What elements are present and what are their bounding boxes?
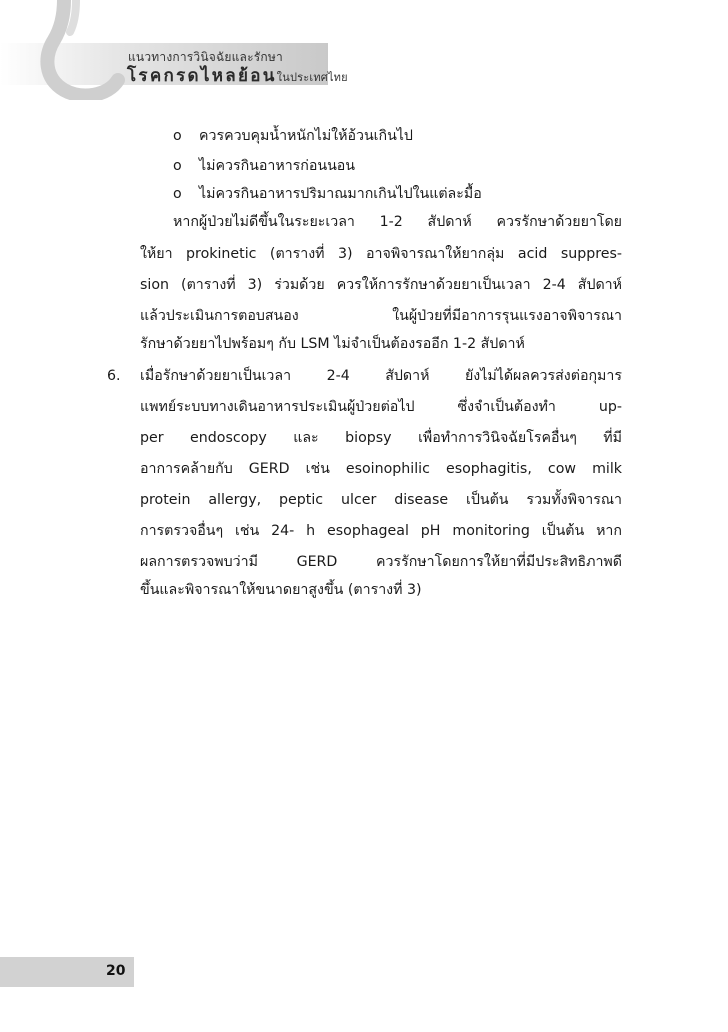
header-title-suffix: ในประเทศไทย <box>276 71 348 84</box>
paragraph-line: sion (ตารางที่ 3) ร่วมด้วย ควรให้การรักษาด้วยยาเป็นเวลา 2-4 สัปดาห์ <box>140 277 622 293</box>
paragraph-line: รักษาด้วยยาไปพร้อมๆ กับ LSM ไม่จำเป็นต้องรออีก 1-2 สัปดาห์ <box>140 336 525 352</box>
item-line: ผลการตรวจพบว่ามี GERD ควรรักษาโดยการให้ยาที่มีประสิทธิภาพดี <box>140 554 622 570</box>
stomach-icon <box>34 0 130 100</box>
paragraph-line: แล้วประเมินการตอบสนอง ในผู้ป่วยที่มีอาการรุนแรงอาจพิจารณา <box>140 308 622 324</box>
item-number: 6. <box>107 368 121 384</box>
bullet-text: ไม่ควรกินอาหารก่อนนอน <box>199 158 356 174</box>
bullet-text: ไม่ควรกินอาหารปริมาณมากเกินไปในแต่ละมื้อ <box>199 186 482 202</box>
header-title <box>127 62 348 89</box>
item-line: เมื่อรักษาด้วยยาเป็นเวลา 2-4 สัปดาห์ ยังไม่ได้ผลควรส่งต่อกุมาร <box>140 368 622 384</box>
header-title-main: โรคกรดไหลย้อน <box>127 66 277 86</box>
paragraph-line: ให้ยา prokinetic (ตารางที่ 3) อาจพิจารณาให้ยากลุ่ม acid suppres- <box>140 246 622 262</box>
bullet-text: ควรควบคุมน้ำหนักไม่ให้อ้วนเกินไป <box>199 128 413 144</box>
item-line: per endoscopy และ biopsy เพื่อทำการวินิจฉัยโรคอื่นๆ ที่มี <box>140 430 622 446</box>
paragraph-line: หากผู้ป่วยไม่ดีขึ้นในระยะเวลา 1-2 สัปดาห์ ควรรักษาด้วยยาโดย <box>173 214 622 230</box>
page-number: 20 <box>106 963 126 979</box>
bullet-marker: o <box>173 158 182 174</box>
bullet-marker: o <box>173 186 182 202</box>
header-subtitle: แนวทางการวินิจฉัยและรักษา <box>128 50 283 64</box>
bullet-marker: o <box>173 128 182 144</box>
item-line: ขึ้นและพิจารณาให้ขนาดยาสูงขึ้น (ตารางที่ 3) <box>140 582 422 598</box>
item-line: อาการคล้ายกับ GERD เช่น esoinophilic esophagitis, cow milk <box>140 461 622 477</box>
item-line: การตรวจอื่นๆ เช่น 24- h esophageal pH monitoring เป็นต้น หาก <box>140 523 622 539</box>
item-line: protein allergy, peptic ulcer disease เป็นต้น รวมทั้งพิจารณา <box>140 492 622 508</box>
item-line: แพทย์ระบบทางเดินอาหารประเมินผู้ป่วยต่อไป ซึ่งจำเป็นต้องทำ up- <box>140 399 622 415</box>
